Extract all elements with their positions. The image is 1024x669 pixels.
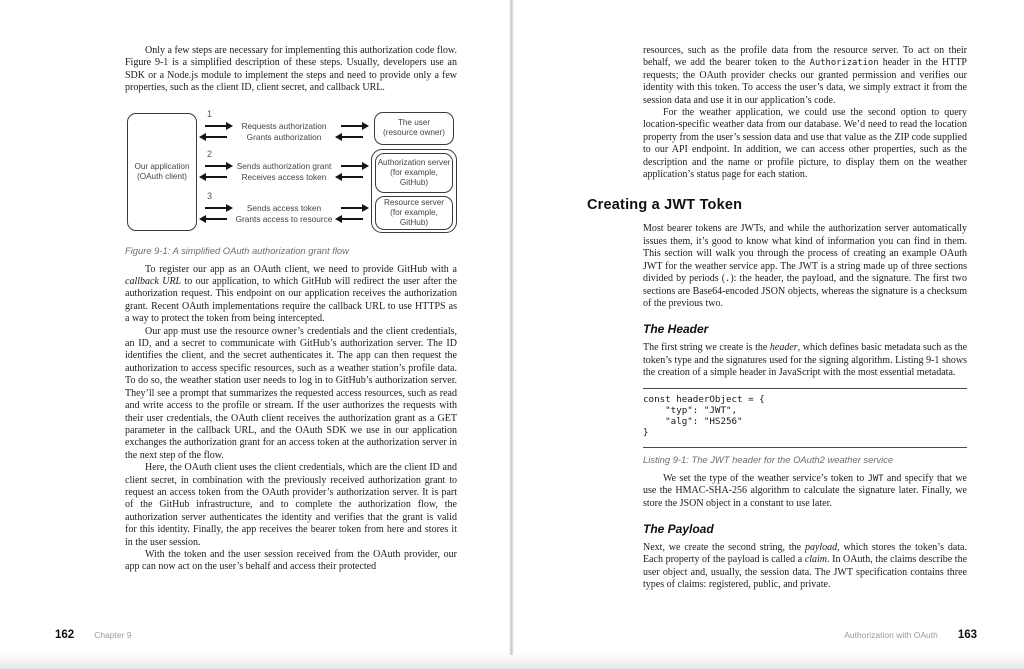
flow-label: Receives access token [241,172,327,183]
text-segment: Only a few steps are necessary for implementing this authorization code flow. Figure 9-1 is a simplified description of these steps. Usually, developers use an SDK or a Node.js module to implement the steps and need to provide only a few properties, such as the client ID, client secret, and callback URL. [125,45,457,94]
arrow-left-icon [341,218,363,220]
page-number: 162 [55,629,75,641]
text-segment: header [769,342,798,354]
paragraph [643,223,967,310]
text-segment: claim [804,554,828,566]
text-segment: JWT [867,473,884,484]
user-box-line: (resource owner) [383,128,445,138]
user-box [374,112,454,145]
flow-label: Sends authorization grant [236,161,332,172]
step-number: 2 [207,148,213,159]
subheading-the-payload: The Payload [643,521,714,536]
code-line: } [643,427,649,439]
paragraph [643,542,967,592]
auth-server-line: Authorization server [377,157,451,167]
text-segment: Next, we create the second string, the [643,541,805,553]
text-segment: resources, such as the profile data from the resource server. To act on their behalf, we add the bearer token to the [643,45,967,69]
flow-label: Requests authorization [241,121,327,132]
arrow-right-icon [205,125,227,127]
user-box-line: The user [397,118,431,128]
chapter-label: Chapter 9 [94,630,132,640]
text-segment: callback URL [125,276,182,288]
arrow-left-icon [341,136,363,138]
flow-label: Sends access token [246,203,322,214]
code-line: "alg": "HS256" [643,416,743,428]
paragraph [643,107,967,181]
paragraph [125,326,457,462]
arrow-left-icon [341,176,363,178]
text-segment: The first string we create is the [643,342,770,354]
text-segment: To register our app as an OAuth client, we need to provide GitHub with a [145,263,457,275]
arrow-right-icon [205,165,227,167]
text-segment: Our app must use the resource owner’s credentials and the client credentials, an ID, and a secret to communicate with GitHub’s authorization server. The ID identifies the client, and the secret authenticates it. The app can then request the authorization to access specific resources, such as a weather station’s profile data. To do so, the weather station user needs to log in to GitHub’s authorization server. They’ll see a prompt that summarizes the requested access resources, such as read and write access to the profile or stream. If the user authorizes the requests with their user credentials, the OAuth client receives the authorization grant as a GET parameter in the callback URL, and the OAuth SDK we use in our application exchanges the authorization grant for an access token at the authorization server in the next step of the flow. [125,325,457,461]
text-segment: With the token and the user session received from the OAuth provider, our app can now act on the user’s behalf and access their protected [125,548,457,573]
step-number: 1 [207,108,213,119]
auth-server-line: (for example, [390,167,438,177]
arrow-left-icon [205,136,227,138]
flow-forward [205,203,363,214]
text-segment: Most bearer tokens are JWTs, and while the authorization server automatically issues them, it’s good to know what kind of information you can find in them. This section will walk you through the process of creating an example OAuth JWT for the weather service app. The JWT is a string made up of three sections divided by periods ( [643,223,967,285]
arrow-right-icon [341,165,363,167]
step-number: 3 [207,190,213,201]
paragraph [643,342,967,379]
text-segment: Authorization [809,58,879,69]
paragraph [125,45,457,95]
text-segment: and specify that we use the HMAC-SHA-256 algorithm to calculate the signature later. Finally, we store the JSON object in a constant to use later. [643,472,967,509]
flow-back [205,214,363,225]
subheading-the-header: The Header [643,322,709,337]
page-number: 163 [957,629,977,641]
flow-step-2 [205,149,363,183]
client-box-line: (OAuth client) [136,171,188,181]
paragraph [643,473,967,510]
page-edge-shadow [0,653,1024,669]
text-segment: For the weather application, we could use the second option to query location-specific weather data from our database. We’d need to read the location property from the user’s session data and use that value as the ZIP code supplied to our API endpoint. In addition, we can access other properties, such as the description and the name or profile picture, to display them on the weather application’s status page for each station. [643,107,967,181]
arrow-left-icon [205,218,227,220]
text-segment: header in the HTTP requests; the OAuth provider checks our granted permission and verifies our identity with this token. To access the user’s data, we simply extract it from the session data and use it in our application’s code. [643,57,967,106]
text-segment: to our application, to which GitHub will redirect the user after the authorization request. This endpoint on our application receives the authorization grant. Recent OAuth implementations require the callback URL to use HTTPS as a way to protect the token from being intercepted. [125,276,457,325]
paragraph [643,45,967,107]
text-segment: , which stores the token’s data. Each property of the payload is called a [643,541,967,566]
page-right [512,0,1024,669]
flow-label: Grants authorization [246,132,322,143]
resource-server-line: GitHub) [399,217,429,227]
text-segment: . [725,274,731,285]
oauth-flow-figure [125,105,457,237]
auth-server-box [375,153,453,193]
section-label: Authorization with OAuth [844,630,938,640]
arrow-right-icon [341,125,363,127]
listing-caption: Listing 9-1: The JWT header for the OAuth2 weather service [643,453,894,465]
right-text-block [587,45,968,592]
text-segment: We set the type of the weather service’s token to [663,472,868,484]
flow-back [205,172,363,183]
paragraph [125,462,457,549]
flow-step-3 [205,191,363,225]
text-segment: ): the header, the payload, and the signature. The first two sections are Base64-encoded JSON objects, whereas the signature is a checksum of the previous two. [643,273,967,309]
flow-forward [205,121,363,132]
code-line: "typ": "JWT", [643,404,738,416]
arrow-right-icon [341,207,363,209]
page-gutter [509,0,514,655]
text-segment: . In OAuth, the claims describe the user object and, usually, the session data. The JWT specification contains three types of claims: registered, public, and private. [643,554,968,591]
text-segment: payload [804,541,838,553]
resource-server-line: (for example, [390,207,438,217]
flow-back [205,132,363,143]
code-listing [643,388,967,448]
resource-server-line: Resource server [383,197,445,207]
left-footer [55,629,132,641]
section-heading: Creating a JWT Token [587,197,743,214]
auth-server-line: GitHub) [399,177,429,187]
flow-label: Grants access to resource [235,214,333,225]
text-segment: , which defines basic metadata such as the token’s type and the signatures used for the signing algorithm. Listing 9-1 shows the creation of a simple header in JavaScript with the most essential metadata. [643,342,968,379]
github-servers-group [371,149,457,233]
resource-server-box [375,196,453,230]
left-text-block [125,45,457,574]
flow-step-1 [205,109,363,143]
arrow-right-icon [205,207,227,209]
code-line: const headerObject = { [643,393,765,405]
flow-forward [205,161,363,172]
client-box [127,113,197,231]
paragraph [125,549,457,574]
text-segment: Here, the OAuth client uses the client credentials, which are the client ID and client secret, in combination with the previously received authorization grant to request an access token from the OAuth provider’s authorization server. It is part of the GitHub infrastructure, and to complete the authorization flow, the authorization server authenticates the identity and verifies that the grant is valid for this identity. Finally, the app receives the bearer token from here and stores it in the user session. [125,462,457,548]
arrow-left-icon [205,176,227,178]
target-boxes [371,105,457,237]
paragraph [125,264,457,326]
right-footer [844,629,977,641]
figure-caption: Figure 9-1: A simplified OAuth authorization grant flow [125,244,349,256]
client-box-line: Our application [134,161,190,171]
